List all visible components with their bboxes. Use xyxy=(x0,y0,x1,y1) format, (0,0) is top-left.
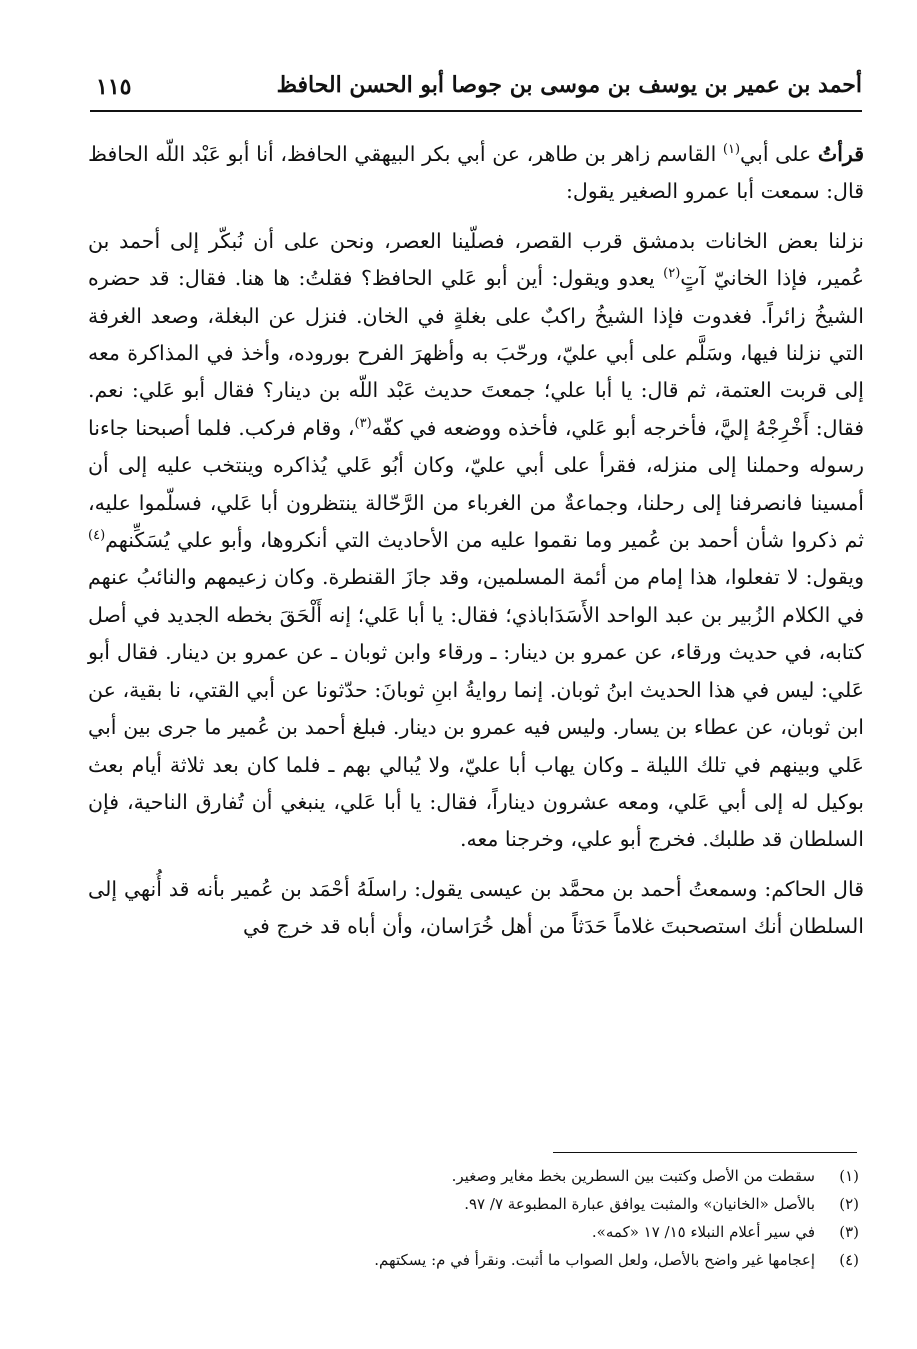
footnote-reference: (٢) xyxy=(663,266,681,282)
paragraph xyxy=(88,136,864,211)
footnotes xyxy=(99,1162,859,1274)
text-segment: يعدو ويقول: أين أبو عَلي الحافظ؟ فقلتُ: ها هنا. فقال: قد حضره الشيخُ زائراً. فغدوت فإذا الشيخُ راكبٌ على بغلةٍ في الخان. فنزل عن البغلة، وصعد الغرفة التي نزلنا فيها، وسَلَّم على أبي عليّ، ورحّبَ به وأظهرَ الفرح بوروده، وأخذ في المذاكرة معه إلى قربت العتمة، ثم قال: يا أبا علي؛ جمعتَ حديث عَبْد اللّه بن دينار؟ فقال أبو عَلي: نعم. فقال: أَخْرِجْهُ إليَّ، فأخرجه أبو عَلي، فأخذه ووضعه في كفّه xyxy=(88,266,864,440)
main-text xyxy=(88,136,864,946)
footnote xyxy=(99,1246,859,1274)
text-segment: قال الحاكم: وسمعتُ أحمد بن محمَّد بن عيسى يقول: راسلَهُ أحْمَد بن عُمير بأنه قد أُنهي إلى السلطان أنك استصحبتَ غلاماً حَدَثاً من أهل خُرَاسان، وأن أباه قد خرج في xyxy=(88,876,864,939)
text-segment: ، وقام فركب. فلما أصبحنا جاءنا رسوله وحملنا إلى منزله، فقرأ على أبي عليّ، وكان أبُو عَلي يُذاكره وينتخب عليه إلى أن أمسينا فانصرفنا إلى رحلنا، وجماعةٌ من الغرباء من الرَّحّالة ينتظرون أبا عَلي، فسلّموا عليه، ثم ذكروا شأن أحمد بن عُمير وما نقموا عليه من الأحاديث التي أنكروها، وأبو علي يُسَكِّنهم xyxy=(88,415,864,553)
text-segment: القاسم زاهر بن طاهر، عن أبي بكر البيهقي الحافظ، أنا أبو عَبْد اللّه الحافظ قال: سمعت أبا عمرو الصغير يقول: xyxy=(88,142,864,204)
footnote-reference: (١) xyxy=(722,142,741,158)
footnote-text: في سير أعلام النبلاء ١٥/ ١٧ «كمه». xyxy=(591,1223,815,1241)
footnote xyxy=(99,1218,859,1246)
footnote-number: (١) xyxy=(839,1167,859,1185)
paragraph-lead-word: قرأتُ xyxy=(817,142,864,166)
footnote-number: (٤) xyxy=(839,1251,859,1269)
footnote-reference: (٣) xyxy=(354,416,372,432)
footnote-divider xyxy=(553,1152,857,1153)
footnote-text: بالأصل «الخانيان» والمثبت يوافق عبارة المطبوعة ٧/ ٩٧. xyxy=(464,1195,815,1213)
paragraph xyxy=(88,871,864,946)
header-title: أحمد بن عمير بن يوسف بن موسى بن جوصا أبو الحسن الحافظ xyxy=(276,72,862,98)
footnote xyxy=(99,1190,859,1218)
footnote-text: سقطت من الأصل وكتبت بين السطرين بخط مغاير وصغير. xyxy=(451,1167,815,1185)
footnote xyxy=(99,1162,859,1190)
text-segment: على أبي xyxy=(740,142,818,166)
footnote-number: (٣) xyxy=(839,1223,859,1241)
footnote-reference: (٤) xyxy=(88,528,106,544)
text-segment: ويقول: لا تفعلوا، هذا إمام من أئمة المسلمين، وقد جازَ القنطرة. وكان زعيمهم والنائبُ عنهم في الكلام الزُبير بن عبد الواحد الأَسَدَاباذي؛ فقال: يا أبا عَلي؛ إنه أَلْحَقَ بخطه الجديد في أصل كتابه، في حديث ورقاء، عن عمرو بن دينار: ـ ورقاء وابن ثوبان ـ عن عمرو بن دينار. فقال أبو عَلي: ليس في هذا الحديث ابنُ ثوبان. إنما روايةُ ابنِ ثوبانَ: حدّثونا عن أبي القتي، نا بقية، عن ابن ثوبان، عن عطاء بن يسار. وليس فيه عمرو بن دينار. فبلغ أحمد بن عُمير ما جرى بين أبي عَلي وبينهم في تلك الليلة ـ وكان يهاب أبا عليّ، ولا يُبالي بهم ـ فلما كان بعد ثلاثة أيام بعث بوكيل له إلى أبي عَلي، ومعه عشرون ديناراً، فقال: يا أبا عَلي، ينبغي أن تُفارق الناحية، فإن السلطان قد طلبك. فخرج أبو علي، وخرجنا معه. xyxy=(88,565,864,852)
text-segment: نزلنا بعض الخانات بدمشق قرب القصر، فصلّينا العصر، ونحن على أن نُبكّر إلى أحمد بن عُمير، فإذا الخانيّ آتٍ xyxy=(88,228,864,291)
footnote-number: (٢) xyxy=(839,1195,859,1213)
footnote-text: إعجامها غير واضح بالأصل، ولعل الصواب ما أثبت. ونقرأ في م: يسكتهم. xyxy=(374,1251,815,1269)
page-number: ١١٥ xyxy=(96,74,132,100)
paragraph xyxy=(88,223,864,859)
running-header xyxy=(90,68,862,112)
